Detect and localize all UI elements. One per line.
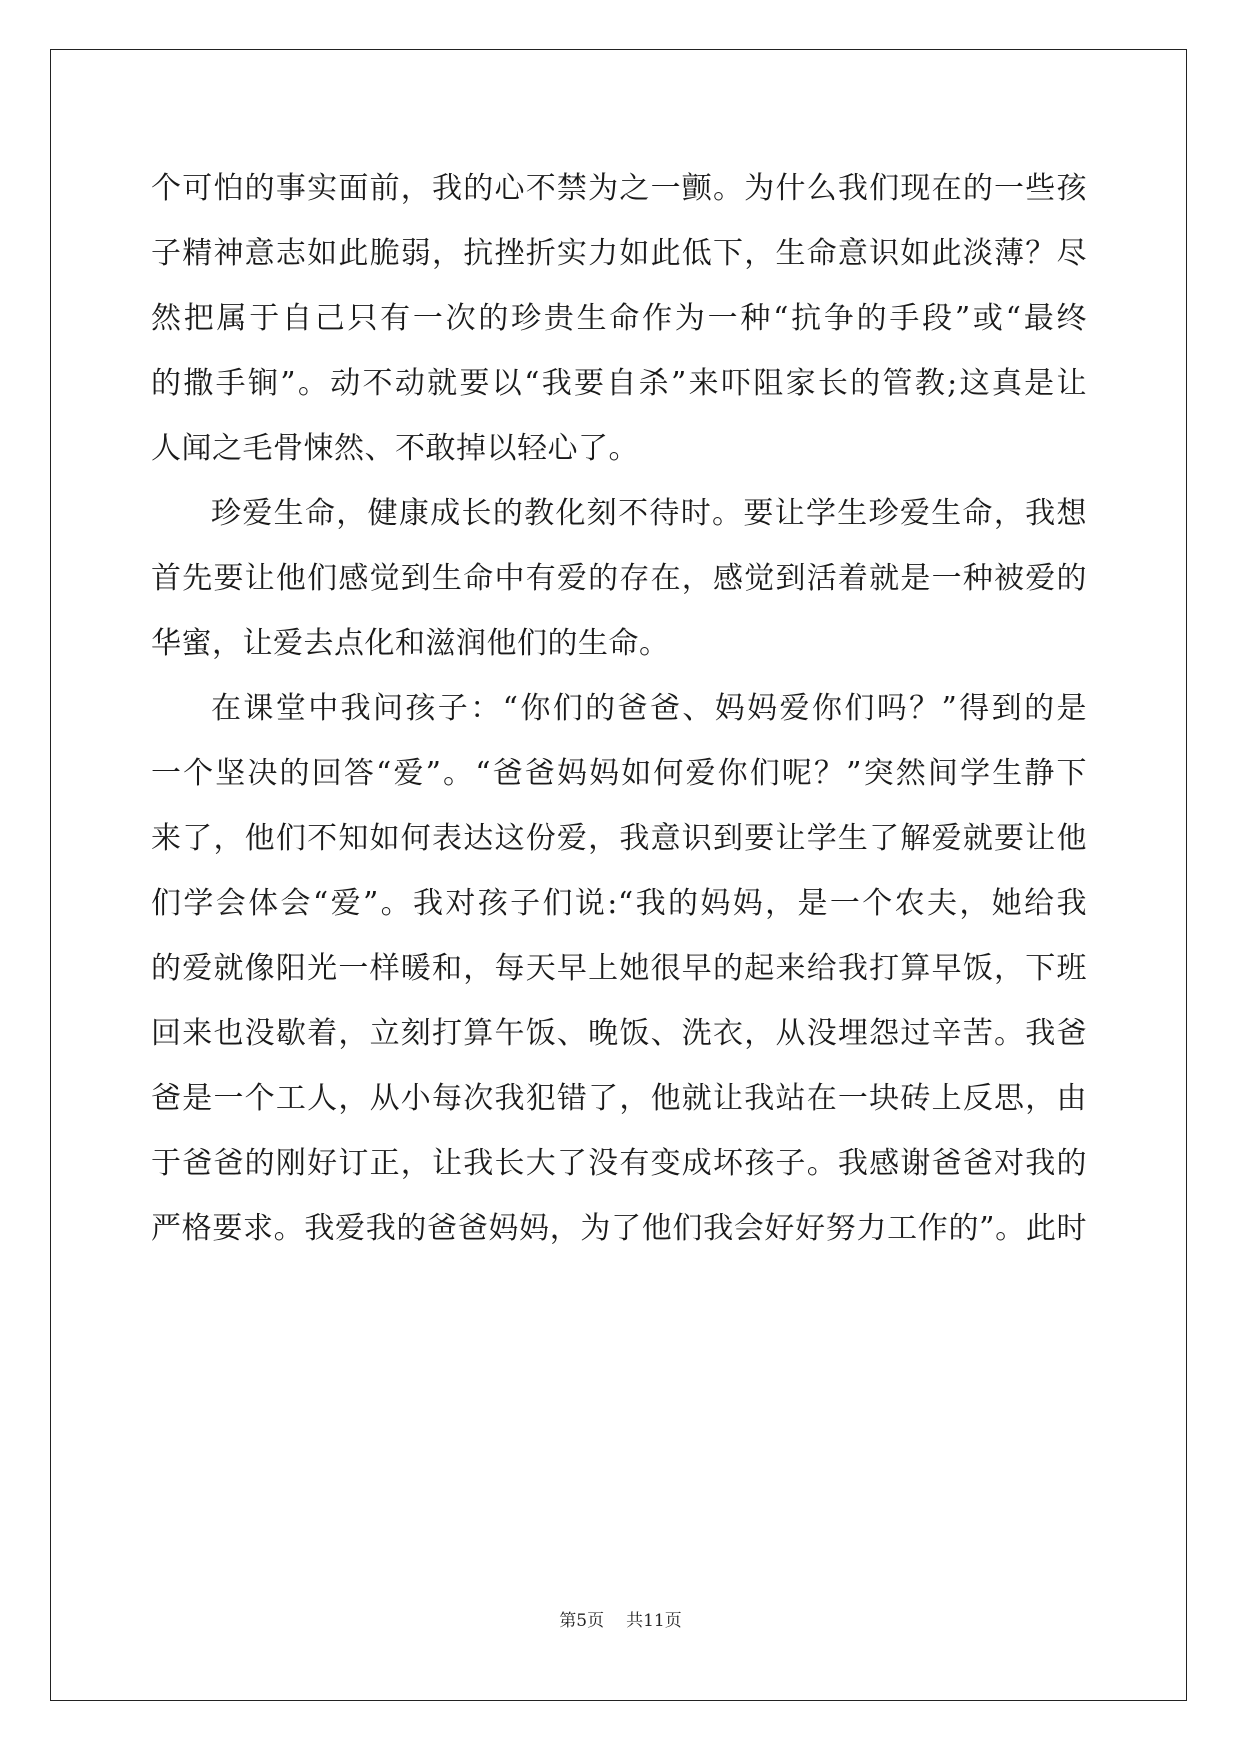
text-line: 爸是一个工人，从小每次我犯错了，他就让我站在一块砖上反思，由 xyxy=(151,1081,1087,1116)
paragraph-first-line: 珍爱生命，健康成长的教化刻不待时。要让学生珍爱生命，我想 xyxy=(211,496,1087,531)
paragraph-first-line: 在课堂中我问孩子：“你们的爸爸、妈妈爱你们吗？”得到的是 xyxy=(211,691,1087,726)
text-line: 的爱就像阳光一样暖和，每天早上她很早的起来给我打算早饭，下班 xyxy=(151,951,1087,986)
text-line: 然把属于自己只有一次的珍贵生命作为一种“抗争的手段”或“最终 xyxy=(151,301,1087,336)
text-line: 于爸爸的刚好订正，让我长大了没有变成坏孩子。我感谢爸爸对我的 xyxy=(151,1146,1087,1181)
page-footer xyxy=(0,1606,1241,1631)
text-line: 个可怕的事实面前，我的心不禁为之一颤。为什么我们现在的一些孩 xyxy=(151,171,1087,206)
text-line: 首先要让他们感觉到生命中有爱的存在，感觉到活着就是一种被爱的 xyxy=(151,561,1087,596)
text-line: 华蜜，让爱去点化和滋润他们的生命。 xyxy=(151,626,670,661)
text-line: 回来也没歇着，立刻打算午饭、晚饭、洗衣，从没埋怨过辛苦。我爸 xyxy=(151,1016,1087,1051)
document-body xyxy=(151,156,1087,1261)
text-line: 的撒手锏”。动不动就要以“我要自杀”来吓阻家长的管教;这真是让 xyxy=(151,366,1087,401)
text-line: 们学会体会“爱”。我对孩子们说:“我的妈妈，是一个农夫，她给我 xyxy=(151,886,1087,921)
page-number-current: 第5页 xyxy=(559,1611,605,1631)
text-line: 一个坚决的回答“爱”。“爸爸妈妈如何爱你们呢？”突然间学生静下 xyxy=(151,756,1087,791)
text-line: 子精神意志如此脆弱，抗挫折实力如此低下，生命意识如此淡薄？尽 xyxy=(151,236,1087,271)
text-line: 人闻之毛骨悚然、不敢掉以轻心了。 xyxy=(151,431,639,466)
page-number-total: 共11页 xyxy=(626,1611,682,1631)
text-line: 来了，他们不知如何表达这份爱，我意识到要让学生了解爱就要让他 xyxy=(151,821,1087,856)
text-line: 严格要求。我爱我的爸爸妈妈，为了他们我会好好努力工作的”。此时 xyxy=(151,1211,1087,1246)
